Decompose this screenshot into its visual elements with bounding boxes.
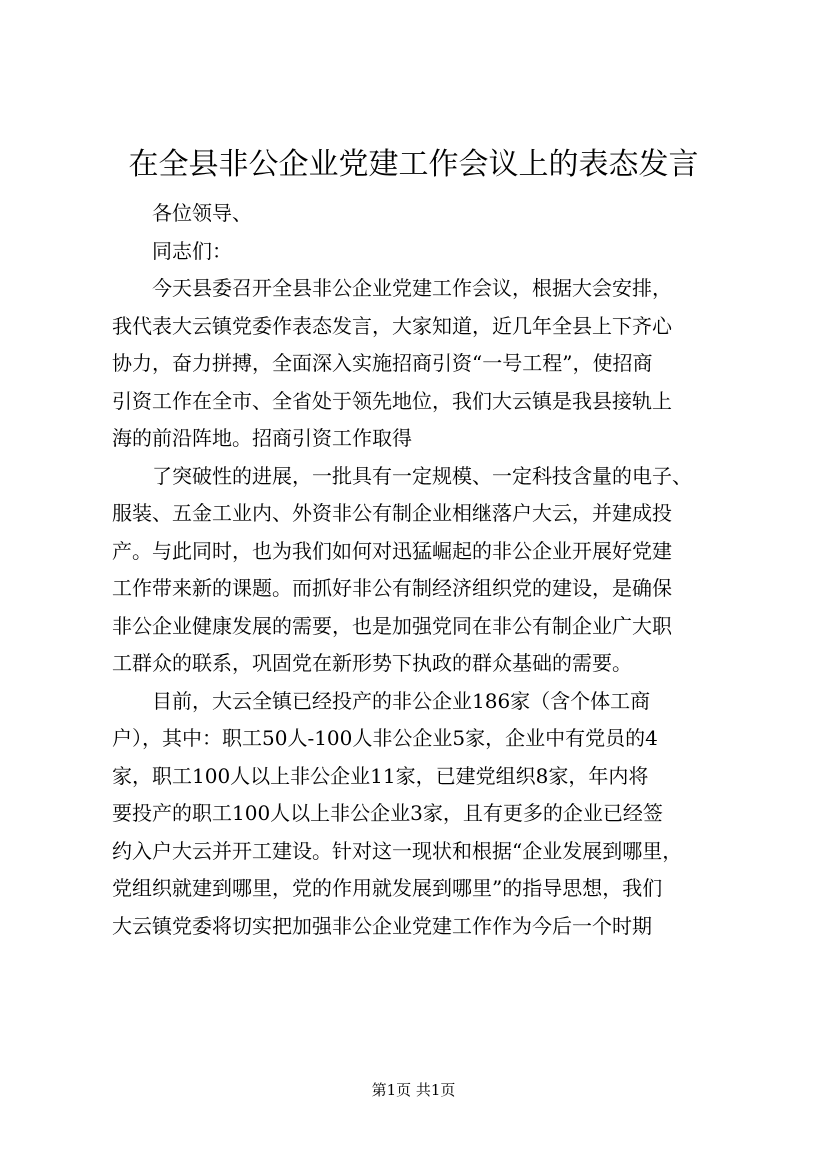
text-line: 约入户大云并开工建设。针对这一现状和根据“企业发展到哪里， — [112, 838, 683, 863]
text-line: 户），其中：职工50人-100人非公企业5家，企业中有党员的4 — [112, 726, 658, 750]
text-line: 服装、五金工业内、外资非公有制企业相继落户大云，并建成投 — [112, 501, 672, 525]
document-body — [112, 195, 724, 945]
text-line: 大云镇党委将切实把加强非公企业党建工作作为今后一个时期 — [112, 913, 652, 938]
text-line: 家，职工100人以上非公企业11家，已建党组织8家，年内将 — [112, 763, 649, 788]
document-title: 在全县非公企业党建工作会议上的表态发言 — [128, 147, 699, 182]
page-footer: 第1页 共1页 — [371, 1081, 456, 1099]
text-line: 产。与此同时，也为我们如何对迅猛崛起的非公企业开展好党建 — [112, 538, 672, 563]
text-line: 同志们： — [152, 238, 232, 263]
text-line: 工群众的联系，巩固党在新形势下执政的群众基础的需要。 — [112, 651, 632, 675]
text-line: 协力，奋力拼搏，全面深入实施招商引资“一号工程”，使招商 — [112, 351, 653, 375]
text-line: 海的前沿阵地。招商引资工作取得 — [112, 426, 412, 450]
text-line: 目前，大云全镇已经投产的非公企业186家（含个体工商 — [152, 688, 651, 713]
text-line: 要投产的职工100人以上非公企业3家，且有更多的企业已经签 — [112, 801, 663, 825]
text-line: 工作带来新的课题。而抓好非公有制经济组织党的建设，是确保 — [112, 576, 672, 600]
text-line: 引资工作在全市、全省处于领先地位，我们大云镇是我县接轨上 — [112, 388, 672, 413]
text-line: 非公企业健康发展的需要，也是加强党同在非公有制企业广大职 — [112, 613, 672, 638]
text-line: 了突破性的进展，一批具有一定规模、一定科技含量的电子、 — [152, 463, 692, 488]
text-line: 我代表大云镇党委作表态发言，大家知道，近几年全县上下齐心 — [112, 313, 672, 338]
text-line: 今天县委召开全县非公企业党建工作会议，根据大会安排， — [152, 276, 672, 300]
text-line: 党组织就建到哪里，党的作用就发展到哪里”的指导思想，我们 — [112, 876, 663, 900]
text-line: 各位领导、 — [152, 201, 252, 225]
